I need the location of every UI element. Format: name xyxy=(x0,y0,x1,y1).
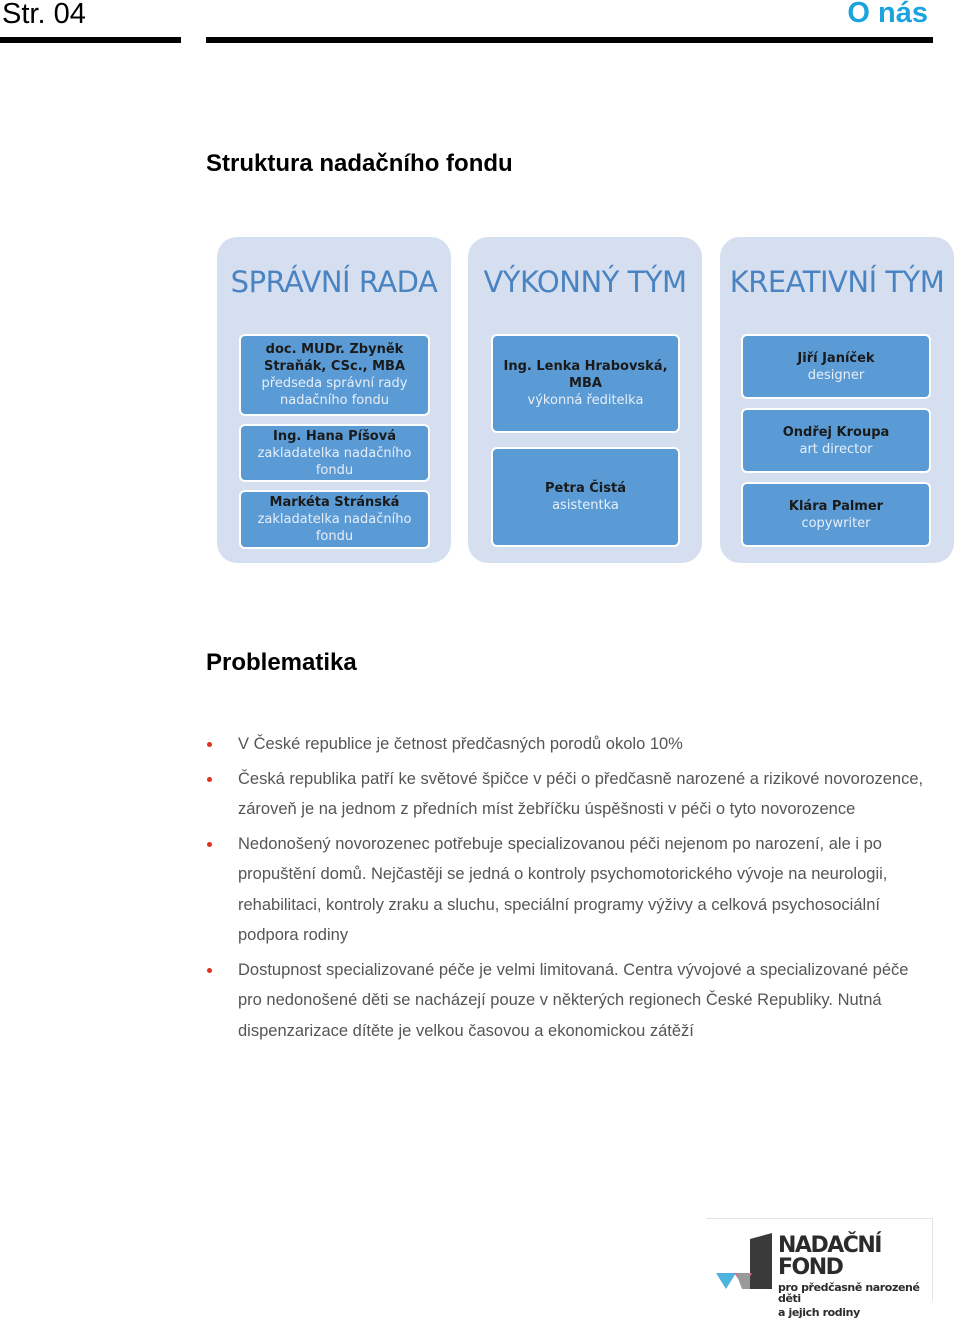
problems-list xyxy=(206,729,936,1050)
bullet-icon xyxy=(207,742,212,747)
org-card xyxy=(491,447,680,547)
foundation-logo xyxy=(706,1218,933,1319)
logo-line-1: NADAČNÍ FOND xyxy=(778,1233,881,1280)
org-card xyxy=(239,334,430,416)
card-role: asistentka xyxy=(552,498,619,513)
page-number: Str. 04 xyxy=(2,0,86,30)
logo-line-3: a jejich rodiny xyxy=(778,1306,860,1319)
problems-heading: Problematika xyxy=(206,649,357,676)
org-column-executive xyxy=(468,237,702,563)
list-item-text: Nedonošený novorozenec potřebuje specializovanou péči nejenom po narození, ale i po propuštění domů. Nejčastěji se jedná o kontroly psychomotorického vývoje na neurologii, rehabilitaci, kontroly zraku a sluchu, speciální programy výživy a celková psychosociální podpora rodiny xyxy=(238,834,888,944)
card-name: Markéta Stránská xyxy=(269,495,400,510)
org-card xyxy=(741,482,931,547)
card-name: doc. MUDr. Zbyněk Straňák, CSc., MBA xyxy=(263,342,406,374)
card-name: Ing. Lenka Hrabovská, MBA xyxy=(503,359,668,391)
org-chart xyxy=(217,237,957,564)
card-role: zakladatelka nadačního fondu xyxy=(257,445,412,478)
org-card xyxy=(239,490,430,549)
card-name: Ondřej Kroupa xyxy=(782,424,890,440)
list-item xyxy=(206,955,936,1047)
org-card xyxy=(741,334,931,399)
card-name: Petra Čistá xyxy=(545,481,626,496)
card-name: Klára Palmer xyxy=(788,498,884,514)
card-role: výkonná ředitelka xyxy=(527,393,644,408)
column-title: VÝKONNÝ TÝM xyxy=(483,265,687,299)
bullet-icon xyxy=(207,842,212,847)
list-item xyxy=(206,729,936,760)
list-item xyxy=(206,764,936,825)
logo-mark-icon xyxy=(714,1233,776,1293)
list-item-text: V České republice je četnost předčasných porodů okolo 10% xyxy=(238,735,683,753)
list-item-text: Dostupnost specializované péče je velmi limitovaná. Centra vývojové a specializované péče pro nedonošené děti se nacházejí pouze v některých regionech České Republiky. Nutná dispenzarizace dítěte je velkou časovou a ekonomickou zátěží xyxy=(238,960,909,1040)
section-title: O nás xyxy=(847,0,928,29)
bullet-icon xyxy=(207,968,212,973)
list-item xyxy=(206,829,936,951)
bullet-icon xyxy=(207,777,212,782)
column-title: SPRÁVNÍ RADA xyxy=(230,265,438,299)
structure-heading: Struktura nadačního fondu xyxy=(206,150,513,177)
header-rule-left xyxy=(0,37,181,43)
card-role: designer xyxy=(807,367,865,383)
list-item-text: Česká republika patří ke světové špičce v péči o předčasně narozené a rizikové novorozence, zároveň je na jednom z předních míst žebříčku úspěšnosti v péči o tyto novorozence xyxy=(238,769,924,818)
header-rule-right xyxy=(206,37,933,43)
org-column-board xyxy=(217,237,451,563)
card-role: předseda správní rady nadačního fondu xyxy=(261,376,408,408)
org-card xyxy=(741,408,931,473)
org-card xyxy=(491,334,680,433)
org-card xyxy=(239,424,430,482)
card-role: copywriter xyxy=(801,515,871,531)
logo-line-2: pro předčasně narozené děti xyxy=(778,1281,920,1305)
card-role: zakladatelka nadačního fondu xyxy=(257,512,412,544)
org-column-creative xyxy=(720,237,954,563)
card-name: Ing. Hana Píšová xyxy=(273,428,396,444)
card-role: art director xyxy=(799,441,873,457)
logo-text xyxy=(778,1235,928,1318)
column-title: KREATIVNÍ TÝM xyxy=(729,265,945,299)
card-name: Jiří Janíček xyxy=(797,350,875,366)
